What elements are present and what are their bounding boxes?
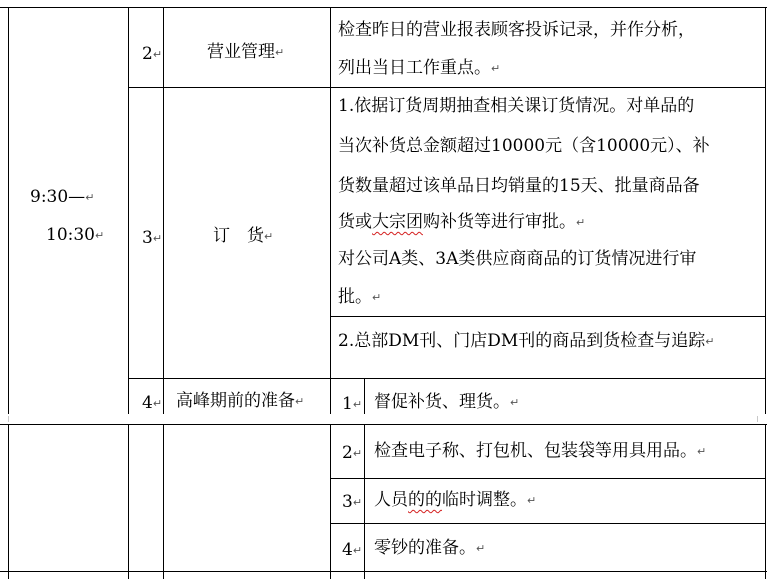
grid-line: [8, 7, 9, 414]
grid-line: [330, 316, 765, 317]
time-slot-line1: 9:30—↵: [30, 187, 95, 207]
spellcheck-underline: 大宗团: [372, 212, 423, 232]
content-text: 2.总部DM刊、门店DM刊的商品到货检查与追踪↵: [338, 331, 715, 351]
grid-line: [330, 523, 765, 524]
content-text: 检查电子称、打包机、包装袋等用具用品。↵: [374, 441, 707, 461]
item-name: 高峰期前的准备↵: [176, 391, 305, 411]
grid-line: [128, 87, 765, 88]
item-name: 订 货↵: [213, 226, 274, 246]
content-text: 督促补货、理货。↵: [374, 392, 520, 412]
content-text: 1.依据订货周期抽查相关课订货情况。对单品的: [338, 96, 695, 116]
content-text: 零钞的准备。↵: [374, 538, 486, 558]
grid-line: [8, 424, 9, 579]
row-number: 3↵: [142, 228, 163, 248]
grid-line: [128, 378, 765, 379]
spellcheck-underline: 的的: [408, 490, 442, 510]
row-number: 2↵: [142, 44, 163, 64]
grid-line: [128, 7, 129, 414]
sub-number: 2↵: [342, 443, 363, 463]
content-text: 批。↵: [338, 287, 382, 307]
time-slot-line2: 10:30↵: [46, 225, 105, 245]
grid-line: [330, 7, 331, 414]
grid-line: [0, 424, 767, 425]
grid-line: [0, 571, 767, 572]
content-text: 对公司A类、3A类供应商商品的订货情况进行审: [338, 249, 697, 269]
content-text: 检查昨日的营业报表顾客投诉记录，并作分析，: [338, 20, 695, 40]
content-text: 当次补货总金额超过10000元（含10000元）、补: [338, 136, 710, 156]
sub-number: 4↵: [342, 540, 363, 560]
content-text: 货或大宗团购补货等进行审批。↵: [338, 212, 586, 232]
grid-line: [0, 7, 767, 8]
grid-line: [364, 378, 365, 414]
item-name: 营业管理↵: [207, 42, 285, 62]
grid-line: [330, 478, 765, 479]
sub-number: 3↵: [342, 492, 363, 512]
content-text: 人员的的临时调整。↵: [374, 490, 537, 510]
grid-line: [364, 424, 365, 579]
grid-line: [163, 424, 164, 579]
grid-line: [163, 7, 164, 414]
content-text: 列出当日工作重点。↵: [338, 58, 501, 78]
page-break-mark: [8, 416, 9, 422]
grid-line: [765, 424, 766, 579]
content-text: 货数量超过该单品日均销量的15天、批量商品备: [338, 176, 700, 196]
grid-line: [330, 424, 331, 579]
grid-line: [765, 7, 766, 414]
row-number: 4↵: [142, 393, 163, 413]
grid-line: [128, 424, 129, 579]
page-break-mark: [757, 416, 758, 422]
sub-number: 1↵: [342, 394, 363, 414]
